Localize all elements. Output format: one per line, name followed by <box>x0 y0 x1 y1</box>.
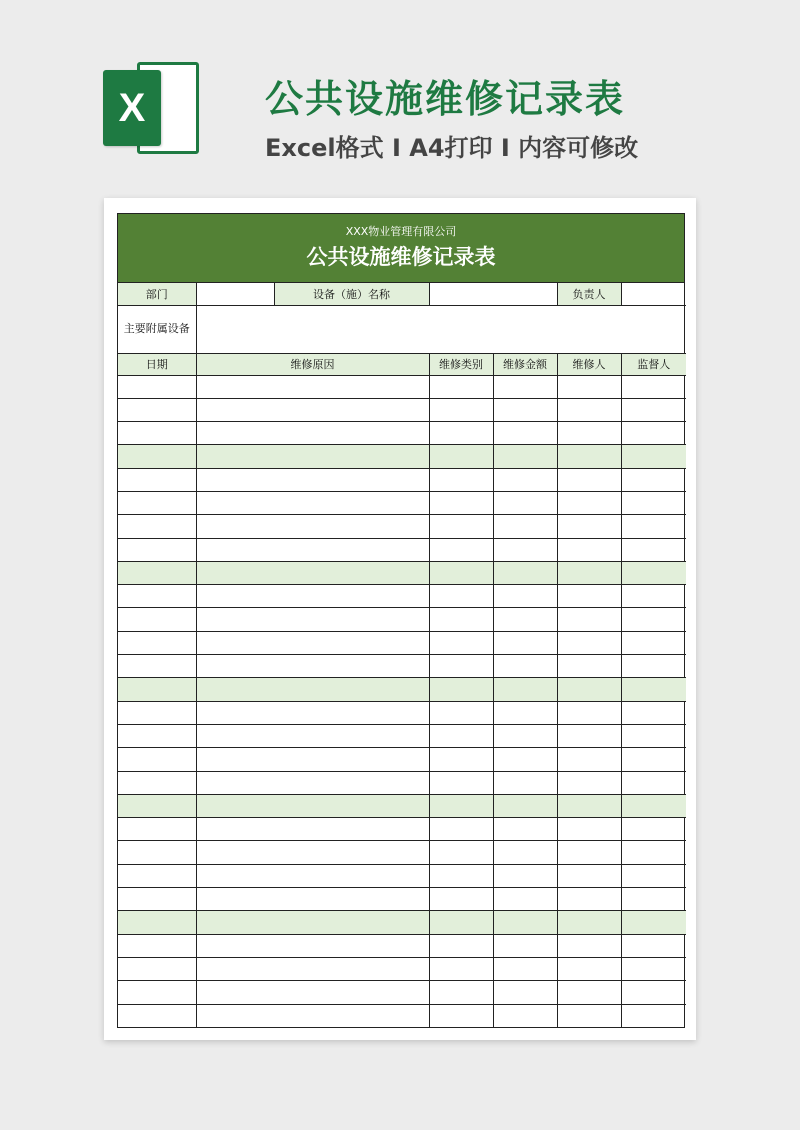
date-cell[interactable] <box>118 934 196 957</box>
supervisor-cell[interactable] <box>621 864 686 887</box>
table-row <box>118 655 686 678</box>
type-cell[interactable] <box>429 398 493 421</box>
supervisor-cell[interactable] <box>621 748 686 771</box>
supervisor-cell[interactable] <box>621 724 686 747</box>
date-cell[interactable] <box>118 864 196 887</box>
repairer-cell[interactable] <box>557 655 621 678</box>
table-row <box>118 422 686 445</box>
table-row <box>118 538 686 561</box>
repairer-cell[interactable] <box>557 468 621 491</box>
repairer-cell[interactable] <box>557 771 621 794</box>
reason-cell[interactable] <box>196 631 429 654</box>
repairer-cell[interactable] <box>557 422 621 445</box>
supervisor-cell[interactable] <box>621 422 686 445</box>
table-row <box>118 981 686 1004</box>
reason-cell[interactable] <box>196 771 429 794</box>
date-cell[interactable] <box>118 701 196 724</box>
company-name: XXX物业管理有限公司 <box>345 225 457 238</box>
table-row <box>118 608 686 631</box>
table-row <box>118 398 686 421</box>
amount-cell[interactable] <box>493 724 557 747</box>
date-cell[interactable] <box>118 841 196 864</box>
amount-cell[interactable] <box>493 818 557 841</box>
date-cell[interactable] <box>118 561 196 584</box>
col-header-repairer: 维修人 <box>557 353 621 375</box>
type-cell[interactable] <box>429 771 493 794</box>
type-cell[interactable] <box>429 911 493 934</box>
type-cell[interactable] <box>429 957 493 980</box>
amount-cell[interactable] <box>493 445 557 468</box>
table-row <box>118 818 686 841</box>
supervisor-cell[interactable] <box>621 561 686 584</box>
table-row <box>118 911 686 934</box>
paper-sheet <box>104 198 696 1040</box>
date-cell[interactable] <box>118 585 196 608</box>
excel-logo-icon <box>103 62 203 154</box>
reason-cell[interactable] <box>196 445 429 468</box>
col-header-date: 日期 <box>118 353 196 375</box>
amount-cell[interactable] <box>493 422 557 445</box>
reason-cell[interactable] <box>196 538 429 561</box>
logo-letter: X <box>103 70 161 146</box>
col-header-reason: 维修原因 <box>196 353 429 375</box>
reason-cell[interactable] <box>196 398 429 421</box>
amount-cell[interactable] <box>493 468 557 491</box>
date-cell[interactable] <box>118 515 196 538</box>
repairer-cell[interactable] <box>557 398 621 421</box>
repairer-cell[interactable] <box>557 1004 621 1027</box>
amount-cell[interactable] <box>493 608 557 631</box>
table-row <box>118 631 686 654</box>
type-cell[interactable] <box>429 422 493 445</box>
reason-cell[interactable] <box>196 864 429 887</box>
date-cell[interactable] <box>118 911 196 934</box>
reason-cell[interactable] <box>196 911 429 934</box>
repairer-cell[interactable] <box>557 701 621 724</box>
amount-cell[interactable] <box>493 934 557 957</box>
reason-cell[interactable] <box>196 818 429 841</box>
amount-cell[interactable] <box>493 585 557 608</box>
date-cell[interactable] <box>118 724 196 747</box>
supervisor-cell[interactable] <box>621 585 686 608</box>
equipment-name-input[interactable] <box>429 283 557 305</box>
supervisor-cell[interactable] <box>621 771 686 794</box>
supervisor-cell[interactable] <box>621 655 686 678</box>
info-row <box>118 283 686 305</box>
date-cell[interactable] <box>118 957 196 980</box>
repairer-cell[interactable] <box>557 748 621 771</box>
table-row <box>118 515 686 538</box>
equipment-name-label: 设备（施）名称 <box>274 283 429 305</box>
reason-cell[interactable] <box>196 468 429 491</box>
repairer-cell[interactable] <box>557 841 621 864</box>
type-cell[interactable] <box>429 445 493 468</box>
table-row <box>118 468 686 491</box>
amount-cell[interactable] <box>493 911 557 934</box>
supervisor-cell[interactable] <box>621 375 686 398</box>
supervisor-cell[interactable] <box>621 934 686 957</box>
date-cell[interactable] <box>118 468 196 491</box>
repairer-cell[interactable] <box>557 818 621 841</box>
date-cell[interactable] <box>118 981 196 1004</box>
reason-cell[interactable] <box>196 422 429 445</box>
form-sheet <box>117 213 685 1028</box>
repairer-cell[interactable] <box>557 561 621 584</box>
supervisor-cell[interactable] <box>621 678 686 701</box>
type-cell[interactable] <box>429 794 493 817</box>
reason-cell[interactable] <box>196 375 429 398</box>
repairer-cell[interactable] <box>557 864 621 887</box>
type-cell[interactable] <box>429 1004 493 1027</box>
table-row <box>118 841 686 864</box>
amount-cell[interactable] <box>493 515 557 538</box>
type-cell[interactable] <box>429 841 493 864</box>
amount-cell[interactable] <box>493 981 557 1004</box>
supervisor-cell[interactable] <box>621 1004 686 1027</box>
date-cell[interactable] <box>118 538 196 561</box>
type-cell[interactable] <box>429 655 493 678</box>
amount-cell[interactable] <box>493 491 557 514</box>
repairer-cell[interactable] <box>557 375 621 398</box>
amount-cell[interactable] <box>493 771 557 794</box>
type-cell[interactable] <box>429 375 493 398</box>
table-row <box>118 748 686 771</box>
supervisor-cell[interactable] <box>621 957 686 980</box>
table-row <box>118 957 686 980</box>
type-cell[interactable] <box>429 818 493 841</box>
reason-cell[interactable] <box>196 794 429 817</box>
reason-cell[interactable] <box>196 515 429 538</box>
table-row <box>118 445 686 468</box>
repairer-cell[interactable] <box>557 888 621 911</box>
attached-equipment-label: 主要附属设备 <box>118 305 196 353</box>
repairer-cell[interactable] <box>557 585 621 608</box>
date-cell[interactable] <box>118 888 196 911</box>
table-row <box>118 794 686 817</box>
reason-cell[interactable] <box>196 934 429 957</box>
amount-cell[interactable] <box>493 561 557 584</box>
supervisor-cell[interactable] <box>621 491 686 514</box>
reason-cell[interactable] <box>196 957 429 980</box>
amount-cell[interactable] <box>493 888 557 911</box>
table-row <box>118 888 686 911</box>
amount-cell[interactable] <box>493 655 557 678</box>
reason-cell[interactable] <box>196 1004 429 1027</box>
column-header-row <box>118 353 686 375</box>
repairer-cell[interactable] <box>557 491 621 514</box>
repairer-cell[interactable] <box>557 957 621 980</box>
department-label: 部门 <box>118 283 196 305</box>
supervisor-cell[interactable] <box>621 701 686 724</box>
reason-cell[interactable] <box>196 491 429 514</box>
date-cell[interactable] <box>118 678 196 701</box>
type-cell[interactable] <box>429 981 493 1004</box>
date-cell[interactable] <box>118 771 196 794</box>
col-header-type: 维修类别 <box>429 353 493 375</box>
type-cell[interactable] <box>429 701 493 724</box>
repairer-cell[interactable] <box>557 794 621 817</box>
amount-cell[interactable] <box>493 398 557 421</box>
table-row <box>118 585 686 608</box>
attached-equipment-input[interactable] <box>196 305 686 353</box>
supervisor-cell[interactable] <box>621 841 686 864</box>
attached-equipment-row <box>118 305 686 353</box>
col-header-supervisor: 监督人 <box>621 353 686 375</box>
supervisor-cell[interactable] <box>621 981 686 1004</box>
reason-cell[interactable] <box>196 655 429 678</box>
reason-cell[interactable] <box>196 678 429 701</box>
person-in-charge-input[interactable] <box>621 283 686 305</box>
type-cell[interactable] <box>429 864 493 887</box>
repairer-cell[interactable] <box>557 678 621 701</box>
repairer-cell[interactable] <box>557 911 621 934</box>
table-row <box>118 1004 686 1027</box>
amount-cell[interactable] <box>493 957 557 980</box>
person-in-charge-label: 负责人 <box>557 283 621 305</box>
repairer-cell[interactable] <box>557 515 621 538</box>
amount-cell[interactable] <box>493 864 557 887</box>
date-cell[interactable] <box>118 445 196 468</box>
amount-cell[interactable] <box>493 678 557 701</box>
amount-cell[interactable] <box>493 375 557 398</box>
date-cell[interactable] <box>118 422 196 445</box>
supervisor-cell[interactable] <box>621 468 686 491</box>
form-title: 公共设施维修记录表 <box>306 245 496 269</box>
supervisor-cell[interactable] <box>621 445 686 468</box>
date-cell[interactable] <box>118 1004 196 1027</box>
document-subtitle: Excel格式 I A4打印 I 内容可修改 <box>265 134 639 162</box>
type-cell[interactable] <box>429 631 493 654</box>
table-row <box>118 724 686 747</box>
reason-cell[interactable] <box>196 724 429 747</box>
supervisor-cell[interactable] <box>621 888 686 911</box>
table-row <box>118 491 686 514</box>
type-cell[interactable] <box>429 608 493 631</box>
repairer-cell[interactable] <box>557 981 621 1004</box>
date-cell[interactable] <box>118 608 196 631</box>
type-cell[interactable] <box>429 748 493 771</box>
department-input[interactable] <box>196 283 274 305</box>
amount-cell[interactable] <box>493 538 557 561</box>
table-row <box>118 561 686 584</box>
supervisor-cell[interactable] <box>621 631 686 654</box>
type-cell[interactable] <box>429 585 493 608</box>
reason-cell[interactable] <box>196 585 429 608</box>
date-cell[interactable] <box>118 631 196 654</box>
type-cell[interactable] <box>429 491 493 514</box>
amount-cell[interactable] <box>493 701 557 724</box>
reason-cell[interactable] <box>196 841 429 864</box>
supervisor-cell[interactable] <box>621 608 686 631</box>
reason-cell[interactable] <box>196 888 429 911</box>
amount-cell[interactable] <box>493 631 557 654</box>
repairer-cell[interactable] <box>557 608 621 631</box>
document-title: 公共设施维修记录表 <box>265 77 626 121</box>
reason-cell[interactable] <box>196 608 429 631</box>
date-cell[interactable] <box>118 375 196 398</box>
form-banner <box>118 214 684 283</box>
type-cell[interactable] <box>429 678 493 701</box>
repairer-cell[interactable] <box>557 934 621 957</box>
date-cell[interactable] <box>118 818 196 841</box>
amount-cell[interactable] <box>493 748 557 771</box>
reason-cell[interactable] <box>196 561 429 584</box>
date-cell[interactable] <box>118 398 196 421</box>
repairer-cell[interactable] <box>557 445 621 468</box>
table-row <box>118 864 686 887</box>
supervisor-cell[interactable] <box>621 515 686 538</box>
col-header-amount: 维修金额 <box>493 353 557 375</box>
supervisor-cell[interactable] <box>621 398 686 421</box>
amount-cell[interactable] <box>493 1004 557 1027</box>
type-cell[interactable] <box>429 468 493 491</box>
supervisor-cell[interactable] <box>621 538 686 561</box>
supervisor-cell[interactable] <box>621 818 686 841</box>
date-cell[interactable] <box>118 794 196 817</box>
reason-cell[interactable] <box>196 748 429 771</box>
supervisor-cell[interactable] <box>621 911 686 934</box>
amount-cell[interactable] <box>493 794 557 817</box>
reason-cell[interactable] <box>196 701 429 724</box>
reason-cell[interactable] <box>196 981 429 1004</box>
type-cell[interactable] <box>429 888 493 911</box>
type-cell[interactable] <box>429 724 493 747</box>
type-cell[interactable] <box>429 934 493 957</box>
table-row <box>118 678 686 701</box>
repairer-cell[interactable] <box>557 724 621 747</box>
type-cell[interactable] <box>429 561 493 584</box>
table-row <box>118 375 686 398</box>
date-cell[interactable] <box>118 491 196 514</box>
supervisor-cell[interactable] <box>621 794 686 817</box>
repairer-cell[interactable] <box>557 538 621 561</box>
record-table <box>118 283 686 1027</box>
type-cell[interactable] <box>429 538 493 561</box>
date-cell[interactable] <box>118 655 196 678</box>
date-cell[interactable] <box>118 748 196 771</box>
amount-cell[interactable] <box>493 841 557 864</box>
table-row <box>118 701 686 724</box>
type-cell[interactable] <box>429 515 493 538</box>
table-row <box>118 771 686 794</box>
repairer-cell[interactable] <box>557 631 621 654</box>
table-row <box>118 934 686 957</box>
